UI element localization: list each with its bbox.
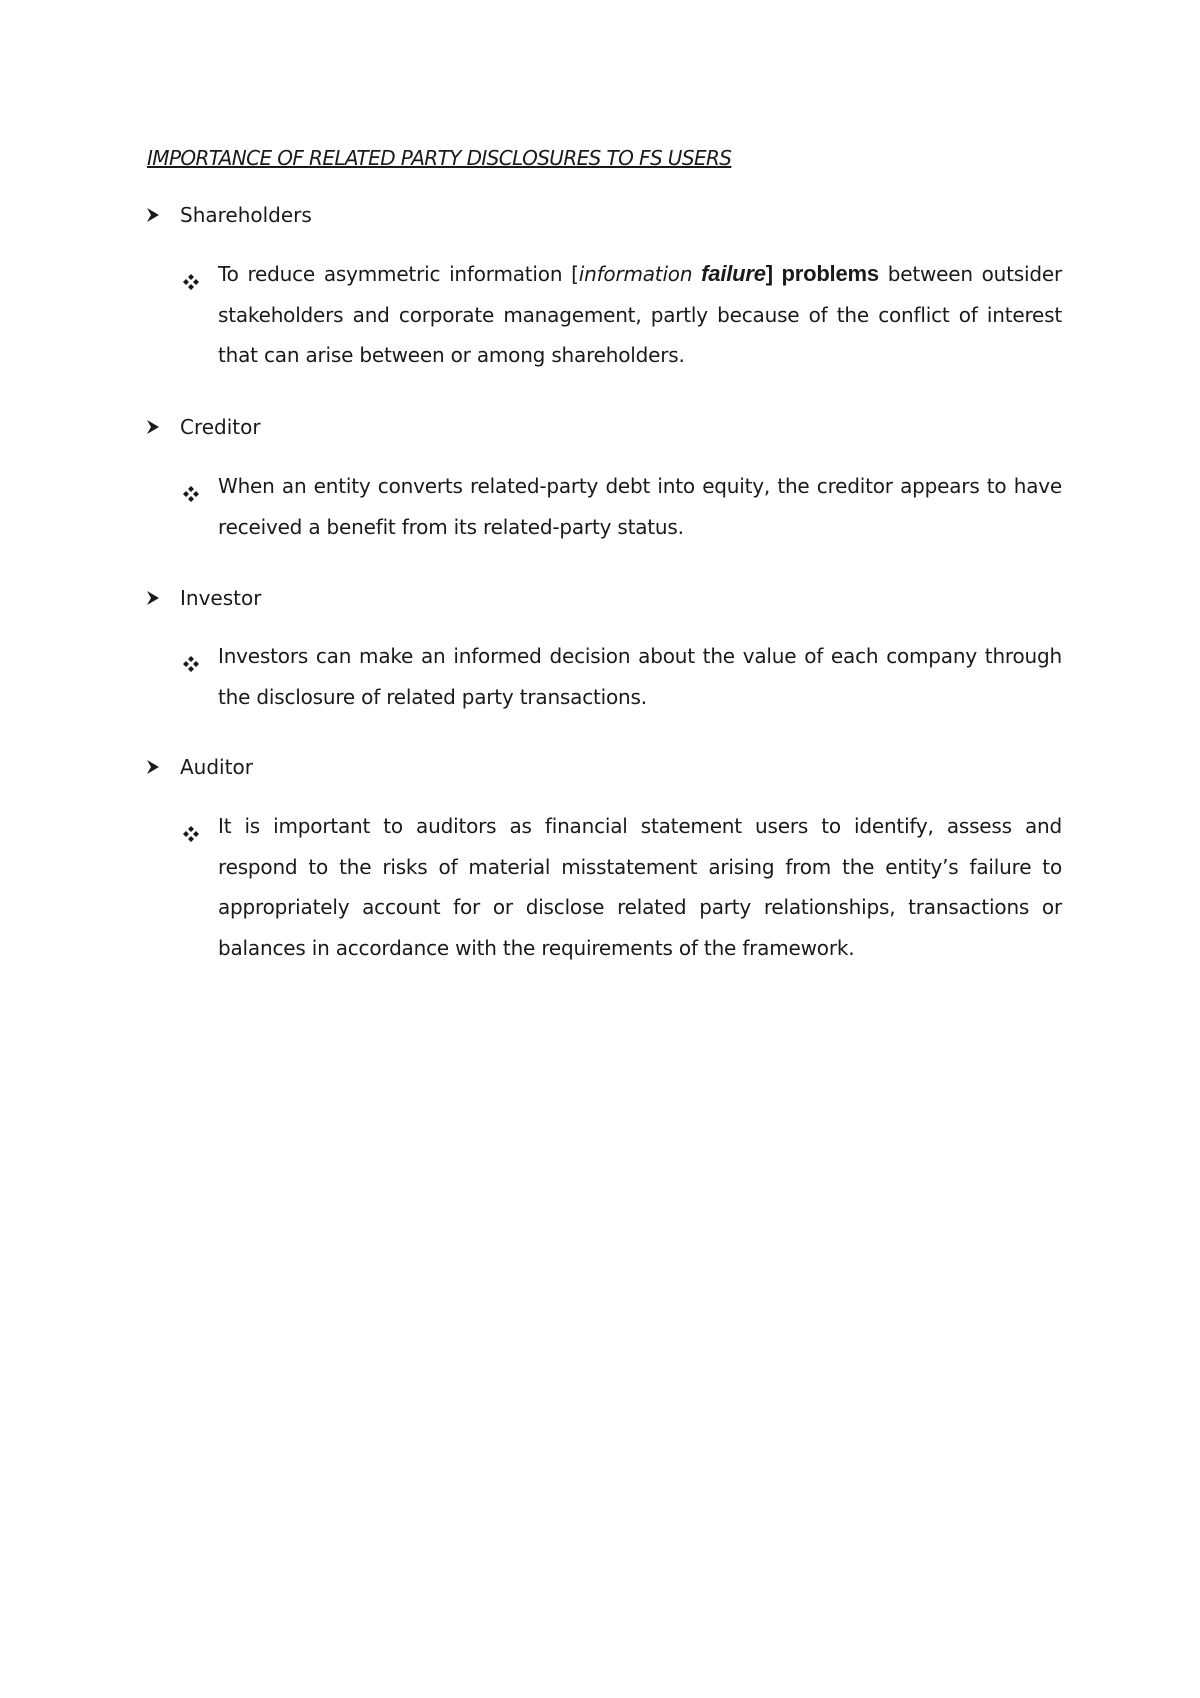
- diamond-bullet-icon: [182, 825, 200, 843]
- arrowhead-bullet-icon: [146, 759, 160, 775]
- diamond-bullet-icon: [182, 273, 200, 291]
- point-text: [218, 466, 1062, 547]
- point-text-segment: [692, 262, 701, 286]
- arrowhead-bullet-icon: [146, 590, 160, 606]
- point-text-segment-italic: information: [578, 262, 693, 286]
- point-text-segment: When an entity converts related-party debt into equity, the creditor appears to have received a benefit from its related-party status.: [218, 474, 1062, 539]
- diamond-bullet-icon: [182, 485, 200, 503]
- section-heading-investor: [146, 583, 261, 613]
- document-title: IMPORTANCE OF RELATED PARTY DISCLOSURES TO FS USERS: [147, 146, 732, 170]
- arrowhead-bullet-icon: [146, 207, 160, 223]
- point-text-segment-bold-italic: failure: [701, 261, 766, 286]
- section-label: Investor: [180, 586, 262, 610]
- arrowhead-bullet-icon: [146, 419, 160, 435]
- point-text: [218, 636, 1062, 717]
- section-label: Creditor: [180, 415, 261, 439]
- section-heading-creditor: [146, 412, 261, 442]
- section-heading-auditor: [146, 752, 253, 782]
- point-text-segment-bold: ] problems: [765, 261, 879, 286]
- point-text: [218, 806, 1062, 968]
- diamond-bullet-icon: [182, 655, 200, 673]
- point-text: [218, 254, 1062, 376]
- point-text-segment: Investors can make an informed decision about the value of each company through the disclosure of related party transactions.: [218, 644, 1062, 709]
- point-text-segment: between outsider stakeholders and corporate management, partly because of the conflict of interest that can arise between or among shareholders.: [218, 262, 1062, 367]
- section-label: Shareholders: [180, 203, 312, 227]
- point-text-segment: To reduce asymmetric information [: [218, 262, 579, 286]
- section-heading-shareholders: [146, 200, 312, 230]
- section-label: Auditor: [180, 755, 253, 779]
- point-text-segment: It is important to auditors as financial statement users to identify, assess and respond to the risks of material misstatement arising from the entity’s failure to appropriately account for or disclose related party relationships, transactions or balances in accordance with the requirements of the framework.: [218, 814, 1062, 960]
